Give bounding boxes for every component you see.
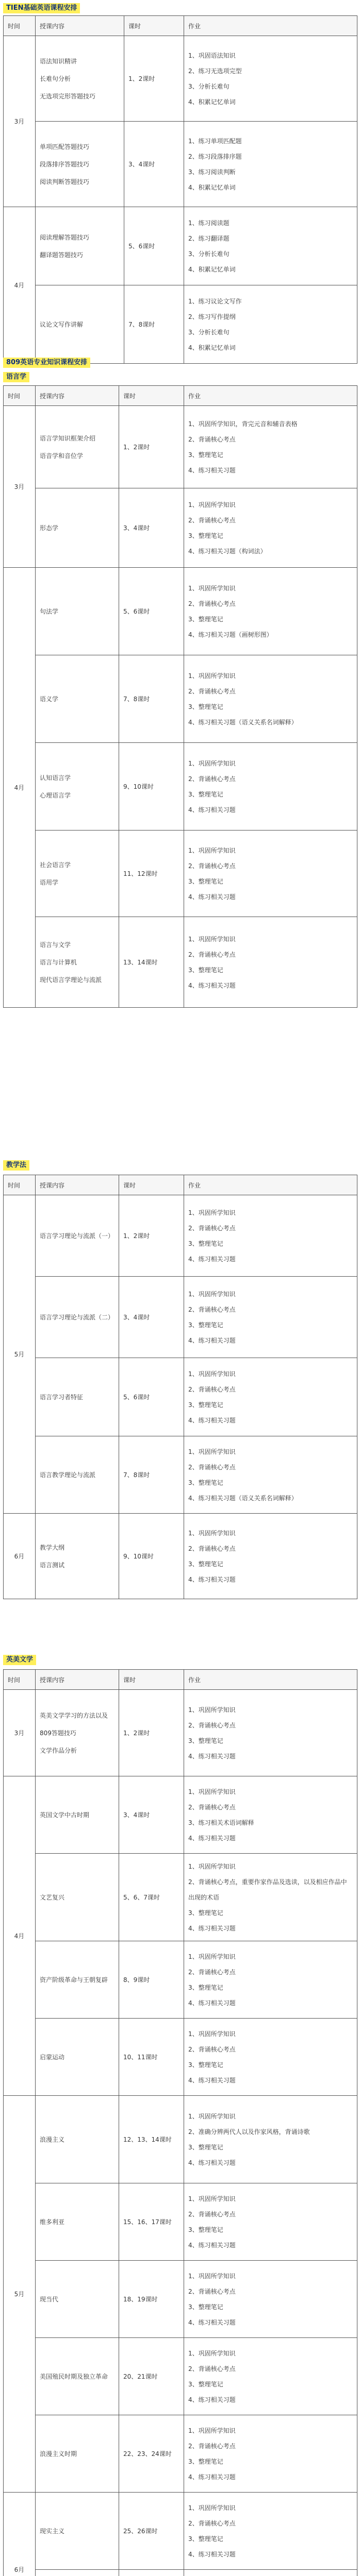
content-item: 英国文学中古时期 [40, 1811, 90, 1819]
hours-cell: 5、6课时 [124, 207, 184, 285]
month-cell: 3月 [4, 36, 36, 207]
homework-item: 1、巩固所学知识 [188, 2427, 236, 2434]
header-time: 时间 [4, 1175, 36, 1195]
homework-cell [184, 2415, 357, 2493]
homework-item: 2、背诵核心考点 [188, 1385, 236, 1393]
content-cell [36, 1358, 119, 1436]
homework-item: 2、背诵核心考点 [188, 2287, 236, 2295]
homework-item: 1、巩固所学知识 [188, 935, 236, 943]
table-row [4, 488, 357, 568]
homework-item: 4、练习相关习题 [188, 2473, 236, 2481]
table-row [4, 1854, 357, 1941]
header-hours: 课时 [124, 16, 184, 36]
homework-item: 1、巩固所学知识 [188, 1448, 236, 1455]
homework-cell [184, 406, 357, 488]
homework-item: 2、背诵核心考点，重要作家作品及选读，以及相应作品中出现的术语 [188, 1878, 347, 1901]
content-cell [36, 1277, 119, 1358]
hours-cell: 5、6课时 [119, 568, 184, 655]
homework-cell [184, 655, 357, 743]
hours-cell: 15、16、17课时 [119, 2183, 184, 2261]
content-cell [36, 1854, 119, 1941]
homework-item: 3、整理笔记 [188, 1560, 223, 1568]
section2-title: 809英语专业知识课程安排 [3, 358, 90, 368]
homework-item: 2、背诵核心考点 [188, 1306, 236, 1313]
homework-cell [184, 207, 357, 285]
homework-item: 3、整理笔记 [188, 877, 223, 885]
homework-item: 1、巩固所学知识 [188, 2272, 236, 2280]
homework-item: 1、巩固所学知识 [188, 501, 236, 509]
month-cell: 6月 [4, 1514, 36, 1599]
homework-item: 2、练习无选项完型 [188, 67, 242, 75]
homework-cell [184, 1941, 357, 2019]
table-row [4, 917, 357, 1008]
homework-item: 1、巩固所学知识 [188, 1953, 236, 1960]
content-item: 形态学 [40, 524, 59, 532]
homework-item: 4、练习相关习题 [188, 1834, 236, 1842]
content-item: 单项匹配答题技巧 [40, 143, 90, 150]
header-hours: 课时 [119, 1175, 184, 1195]
homework-item: 3、分析长难句 [188, 82, 230, 90]
homework-item: 3、整理笔记 [188, 2061, 223, 2069]
homework-cell [184, 1436, 357, 1514]
table-row [4, 1436, 357, 1514]
table-row [4, 2338, 357, 2415]
linguistics-title: 语言学 [3, 372, 29, 382]
teaching-table [3, 1175, 357, 1599]
table-row [4, 36, 357, 122]
homework-item: 2、背诵核心考点 [188, 775, 236, 783]
homework-item: 4、练习相关习题 [188, 981, 236, 989]
content-cell [36, 1195, 119, 1277]
homework-item: 1、巩固所学知识 [188, 1706, 236, 1714]
homework-item: 2、背诵核心考点 [188, 1721, 236, 1729]
hours-cell: 8、9课时 [119, 1941, 184, 2019]
month-cell: 5月 [4, 1195, 36, 1514]
homework-item: 3、整理笔记 [188, 2535, 223, 2543]
literature-table [3, 1669, 357, 2576]
content-cell [36, 917, 119, 1008]
hours-cell: 1、2课时 [119, 406, 184, 488]
homework-item: 3、整理笔记 [188, 1401, 223, 1409]
homework-item: 4、练习相关习题 [188, 1752, 236, 1760]
month-cell: 3月 [4, 1690, 36, 1776]
homework-item: 1、巩固所学知识 [188, 672, 236, 680]
homework-item: 2、背诵核心考点 [188, 435, 236, 443]
homework-cell [184, 1776, 357, 1854]
homework-item: 4、练习相关习题 [188, 2241, 236, 2249]
table-row [4, 2019, 357, 2096]
homework-item: 3、练习相关术语词解释 [188, 1819, 254, 1826]
homework-cell [184, 1854, 357, 1941]
homework-item: 4、练习相关习题 [188, 806, 236, 814]
table-row [4, 1195, 357, 1277]
homework-item: 4、练习相关习题 [188, 1924, 236, 1932]
content-item: 阅读理解答题技巧 [40, 233, 90, 241]
table-header-row [4, 16, 357, 36]
hours-cell: 9、10课时 [119, 743, 184, 831]
homework-item: 3、整理笔记 [188, 2303, 223, 2311]
homework-item: 2、背诵核心考点 [188, 951, 236, 958]
homework-item: 4、练习相关习题 [188, 2159, 236, 2166]
hours-cell: 3、4课时 [119, 1277, 184, 1358]
homework-cell [184, 1358, 357, 1436]
table-row [4, 2183, 357, 2261]
table-row [4, 743, 357, 831]
header-time: 时间 [4, 1670, 36, 1690]
homework-item: 2、准确分辨两代人以及作家风格，背诵诗歌 [188, 2128, 310, 2136]
homework-cell [184, 831, 357, 917]
table-row [4, 2261, 357, 2338]
hours-cell: 3、4课时 [119, 1776, 184, 1854]
homework-item: 4、练习相关习题 [188, 2076, 236, 2084]
homework-item: 3、整理笔记 [188, 1984, 223, 1991]
homework-item: 4、练习相关习题 [188, 466, 236, 474]
homework-item: 1、练习议论文写作 [188, 297, 242, 305]
content-cell [36, 2415, 119, 2493]
hours-cell: 9、10课时 [119, 1514, 184, 1599]
content-item: 心理语言学 [40, 791, 71, 799]
content-cell [36, 1941, 119, 2019]
content-item: 浪漫主义时期 [40, 2450, 77, 2458]
homework-item: 1、练习单项匹配题 [188, 137, 242, 145]
content-cell [36, 406, 119, 488]
hours-cell: 25、26课时 [119, 2493, 184, 2570]
table-row [4, 1277, 357, 1358]
homework-item: 3、整理笔记 [188, 615, 223, 623]
content-item: 启蒙运动 [40, 2053, 65, 2061]
homework-item: 2、背诵核心考点 [188, 516, 236, 524]
homework-cell [184, 2493, 357, 2570]
content-cell [36, 36, 124, 122]
homework-item: 2、背诵核心考点 [188, 2519, 236, 2527]
table-row [4, 2493, 357, 2570]
table-row [4, 1776, 357, 1854]
homework-item: 2、背诵核心考点 [188, 2045, 236, 2053]
homework-item: 3、分析长难句 [188, 250, 230, 258]
content-item: 语音学和音位学 [40, 452, 84, 460]
homework-item: 3、练习阅读判断 [188, 168, 236, 176]
homework-item: 3、整理笔记 [188, 532, 223, 539]
homework-item: 4、练习相关习题 [188, 2318, 236, 2326]
content-cell [36, 285, 124, 364]
homework-item: 4、练习相关习题 [188, 1255, 236, 1263]
content-item: 翻译题答题技巧 [40, 251, 84, 259]
header-homework: 作业 [184, 386, 357, 406]
hours-cell: 5、6课时 [119, 1358, 184, 1436]
month-cell: 3月 [4, 406, 36, 568]
homework-cell [184, 1277, 357, 1358]
table-row [4, 1941, 357, 2019]
content-cell [36, 2261, 119, 2338]
content-item: 语言学习理论与流派（一） [40, 1232, 114, 1240]
hours-cell: 20、21课时 [119, 2338, 184, 2415]
homework-item: 4、练习相关习题 [188, 893, 236, 901]
content-item: 语言学习理论与流派（二） [40, 1313, 114, 1321]
homework-item: 1、巩固所学知识 [188, 759, 236, 767]
hours-cell: 1、2课时 [119, 1195, 184, 1277]
content-cell [36, 568, 119, 655]
content-cell [36, 2570, 119, 2576]
header-time: 时间 [4, 386, 36, 406]
homework-cell [184, 2261, 357, 2338]
table-row [4, 655, 357, 743]
content-item: 美国殖民时期及独立革命 [40, 2372, 108, 2380]
table-row [4, 1358, 357, 1436]
content-item: 资产阶级革命与王朝复辟 [40, 1976, 108, 1984]
homework-item: 1、巩固语法知识 [188, 52, 236, 59]
homework-item: 3、整理笔记 [188, 1479, 223, 1486]
homework-item: 1、巩固所学知识 [188, 1209, 236, 1216]
homework-cell [184, 917, 357, 1008]
homework-item: 3、分析长难句 [188, 328, 230, 336]
homework-cell [184, 1514, 357, 1599]
content-item: 现代语言学理论与流派 [40, 976, 102, 984]
content-item: 语言学习者特征 [40, 1393, 84, 1401]
homework-item: 3、整理笔记 [188, 2226, 223, 2233]
header-homework: 作业 [184, 1670, 357, 1690]
homework-item: 2、练习段落排序题 [188, 152, 242, 160]
table-header-row [4, 386, 357, 406]
table-row [4, 1514, 357, 1599]
homework-item: 4、积累记忆单词 [188, 183, 236, 191]
homework-cell [184, 2570, 357, 2576]
content-cell [36, 743, 119, 831]
header-content: 授课内容 [36, 16, 124, 36]
homework-cell [184, 743, 357, 831]
homework-item: 1、巩固所学知识 [188, 2195, 236, 2202]
content-cell [36, 1436, 119, 1514]
homework-item: 2、背诵核心考点 [188, 1545, 236, 1552]
content-item: 认知语言学 [40, 774, 71, 782]
content-cell [36, 1690, 119, 1776]
hours-cell: 5、6、7课时 [119, 1854, 184, 1941]
hours-cell: 10、11课时 [119, 2019, 184, 2096]
homework-item: 1、巩固所学知识 [188, 1529, 236, 1537]
content-cell [36, 655, 119, 743]
content-item: 语言与文学 [40, 941, 71, 948]
table-row [4, 568, 357, 655]
homework-item: 1、巩固所学知识 [188, 846, 236, 854]
hours-cell: 12、13、14课时 [119, 2096, 184, 2183]
homework-cell [184, 2019, 357, 2096]
homework-item: 4、练习相关习题 [188, 1999, 236, 2007]
content-item: 维多利亚 [40, 2218, 65, 2226]
homework-item: 1、巩固所学知识 [188, 2030, 236, 2038]
homework-cell [184, 2338, 357, 2415]
table-row [4, 207, 357, 285]
homework-item: 2、练习写作提纲 [188, 313, 236, 320]
content-cell [36, 831, 119, 917]
homework-item: 4、练习相关习题 [188, 2396, 236, 2403]
homework-item: 4、积累记忆单词 [188, 344, 236, 351]
header-hours: 课时 [119, 386, 184, 406]
hours-cell: 1、2课时 [119, 1690, 184, 1776]
content-cell [36, 1776, 119, 1854]
homework-item: 4、练习相关习题 [188, 2550, 236, 2558]
homework-item: 4、练习相关习题 [188, 1575, 236, 1583]
content-item: 段落排序答题技巧 [40, 160, 90, 168]
teaching-title: 教学法 [3, 1160, 29, 1171]
header-hours: 课时 [119, 1670, 184, 1690]
homework-item: 2、背诵核心考点 [188, 687, 236, 695]
homework-item: 3、整理笔记 [188, 966, 223, 974]
content-item: 现实主义 [40, 2527, 65, 2535]
homework-item: 2、背诵核心考点 [188, 2210, 236, 2218]
section1-title: TIEN基础英语课程安排 [3, 3, 80, 13]
homework-item: 1、巩固所学知识 [188, 1290, 236, 1298]
hours-cell: 22、23、24课时 [119, 2415, 184, 2493]
content-cell [36, 2183, 119, 2261]
hours-cell: 7、8课时 [119, 655, 184, 743]
content-item: 语言学知识框架介绍 [40, 434, 96, 442]
content-item: 语法知识精讲 [40, 57, 77, 65]
homework-item: 3、整理笔记 [188, 1240, 223, 1247]
homework-item: 3、整理笔记 [188, 2458, 223, 2465]
content-item: 语言与计算机 [40, 958, 77, 966]
homework-cell [184, 285, 357, 364]
homework-cell [184, 488, 357, 568]
homework-item: 3、整理笔记 [188, 790, 223, 798]
homework-item: 1、巩固所学知识 [188, 2504, 236, 2512]
content-item: 语用学 [40, 878, 59, 886]
table-row [4, 2096, 357, 2183]
table-header-row [4, 1175, 357, 1195]
content-item: 句法学 [40, 607, 59, 615]
table-row [4, 1690, 357, 1776]
table-row [4, 2415, 357, 2493]
hours-cell: 18、19课时 [119, 2261, 184, 2338]
homework-cell [184, 568, 357, 655]
content-item: 无选项完形答题技巧 [40, 92, 96, 100]
table-row [4, 285, 357, 364]
hours-cell: 7、8课时 [124, 285, 184, 364]
homework-item: 1、练习阅读题 [188, 219, 230, 227]
linguistics-table [3, 385, 357, 1008]
homework-cell [184, 1195, 357, 1277]
homework-item: 4、练习相关习题（画树形图） [188, 631, 273, 638]
content-cell [36, 2338, 119, 2415]
content-item: 语义学 [40, 695, 59, 703]
header-content: 授课内容 [36, 1670, 119, 1690]
homework-item: 4、积累记忆单词 [188, 265, 236, 273]
homework-item: 2、背诵核心考点 [188, 1803, 236, 1811]
homework-item: 4、练习相关习题 [188, 1336, 236, 1344]
header-homework: 作业 [184, 16, 357, 36]
month-cell: 5月 [4, 2096, 36, 2493]
homework-item: 2、背诵核心考点 [188, 1224, 236, 1232]
homework-item: 1、巩固所学知识，背完元音和辅音表格 [188, 420, 298, 428]
homework-cell [184, 1690, 357, 1776]
header-content: 授课内容 [36, 386, 119, 406]
table-row [4, 2570, 357, 2576]
homework-item: 2、背诵核心考点 [188, 1968, 236, 1976]
homework-item: 1、巩固所学知识 [188, 1862, 236, 1870]
content-cell [36, 2019, 119, 2096]
hours-cell: 13、14课时 [119, 917, 184, 1008]
basic-english-table [3, 15, 357, 364]
table-header-row [4, 1670, 357, 1690]
homework-cell [184, 2096, 357, 2183]
homework-item: 4、积累记忆单词 [188, 98, 236, 106]
content-cell [36, 122, 124, 207]
homework-item: 1、巩固所学知识 [188, 584, 236, 592]
homework-item: 3、整理笔记 [188, 451, 223, 459]
content-cell [36, 1514, 119, 1599]
content-item: 语言测试 [40, 1561, 65, 1569]
homework-item: 4、练习相关习题（语义关系名词解释） [188, 1494, 298, 1502]
hours-cell: 7、8课时 [119, 1436, 184, 1514]
content-item: 文艺复兴 [40, 1893, 65, 1901]
homework-item: 2、背诵核心考点 [188, 862, 236, 870]
header-time: 时间 [4, 16, 36, 36]
homework-cell [184, 122, 357, 207]
homework-item: 1、巩固所学知识 [188, 1788, 236, 1795]
content-item: 长难句分析 [40, 75, 71, 82]
content-item: 社会语言学 [40, 861, 71, 869]
homework-cell [184, 2183, 357, 2261]
homework-item: 2、背诵核心考点 [188, 600, 236, 607]
hours-cell [119, 2570, 184, 2576]
hours-cell: 3、4课时 [124, 122, 184, 207]
month-cell: 6月 [4, 2493, 36, 2576]
homework-item: 3、整理笔记 [188, 1737, 223, 1744]
content-cell [36, 2493, 119, 2570]
content-item: 现当代 [40, 2295, 59, 2303]
homework-item: 3、整理笔记 [188, 1321, 223, 1329]
homework-item: 3、整理笔记 [188, 1909, 223, 1917]
homework-item: 3、整理笔记 [188, 2143, 223, 2151]
content-item: 英美文学学习的方法以及809答题技巧 [40, 1711, 108, 1737]
header-content: 授课内容 [36, 1175, 119, 1195]
homework-item: 4、练习相关习题（构词法） [188, 547, 267, 555]
content-cell [36, 488, 119, 568]
month-cell: 4月 [4, 207, 36, 364]
hours-cell: 1、2课时 [124, 36, 184, 122]
hours-cell: 11、12课时 [119, 831, 184, 917]
content-cell [36, 207, 124, 285]
month-cell: 4月 [4, 1776, 36, 2096]
homework-cell [184, 36, 357, 122]
homework-item: 2、背诵核心考点 [188, 1463, 236, 1471]
content-item: 教学大纲 [40, 1544, 65, 1551]
literature-title: 英美文学 [3, 1655, 36, 1665]
content-item: 阅读判断答题技巧 [40, 178, 90, 185]
homework-item: 2、背诵核心考点 [188, 2442, 236, 2450]
homework-item: 3、整理笔记 [188, 2380, 223, 2388]
content-cell [36, 2096, 119, 2183]
content-item: 语言教学理论与流派 [40, 1471, 96, 1479]
homework-item: 1、巩固所学知识 [188, 2349, 236, 2357]
homework-item: 1、巩固所学知识 [188, 1370, 236, 1378]
table-row [4, 122, 357, 207]
homework-item: 3、整理笔记 [188, 703, 223, 710]
month-cell: 4月 [4, 568, 36, 1008]
table-row [4, 406, 357, 488]
homework-item: 2、练习翻译题 [188, 234, 230, 242]
content-item: 文学作品分析 [40, 1747, 77, 1754]
homework-item: 2、背诵核心考点 [188, 2365, 236, 2372]
content-item: 议论文写作讲解 [40, 320, 84, 328]
homework-item: 4、练习相关习题（语义关系名词解释） [188, 718, 298, 726]
homework-item: 4、练习相关习题 [188, 1416, 236, 1424]
homework-item: 1、巩固所学知识 [188, 2112, 236, 2120]
table-row [4, 831, 357, 917]
hours-cell: 3、4课时 [119, 488, 184, 568]
header-homework: 作业 [184, 1175, 357, 1195]
content-item: 浪漫主义 [40, 2136, 65, 2143]
